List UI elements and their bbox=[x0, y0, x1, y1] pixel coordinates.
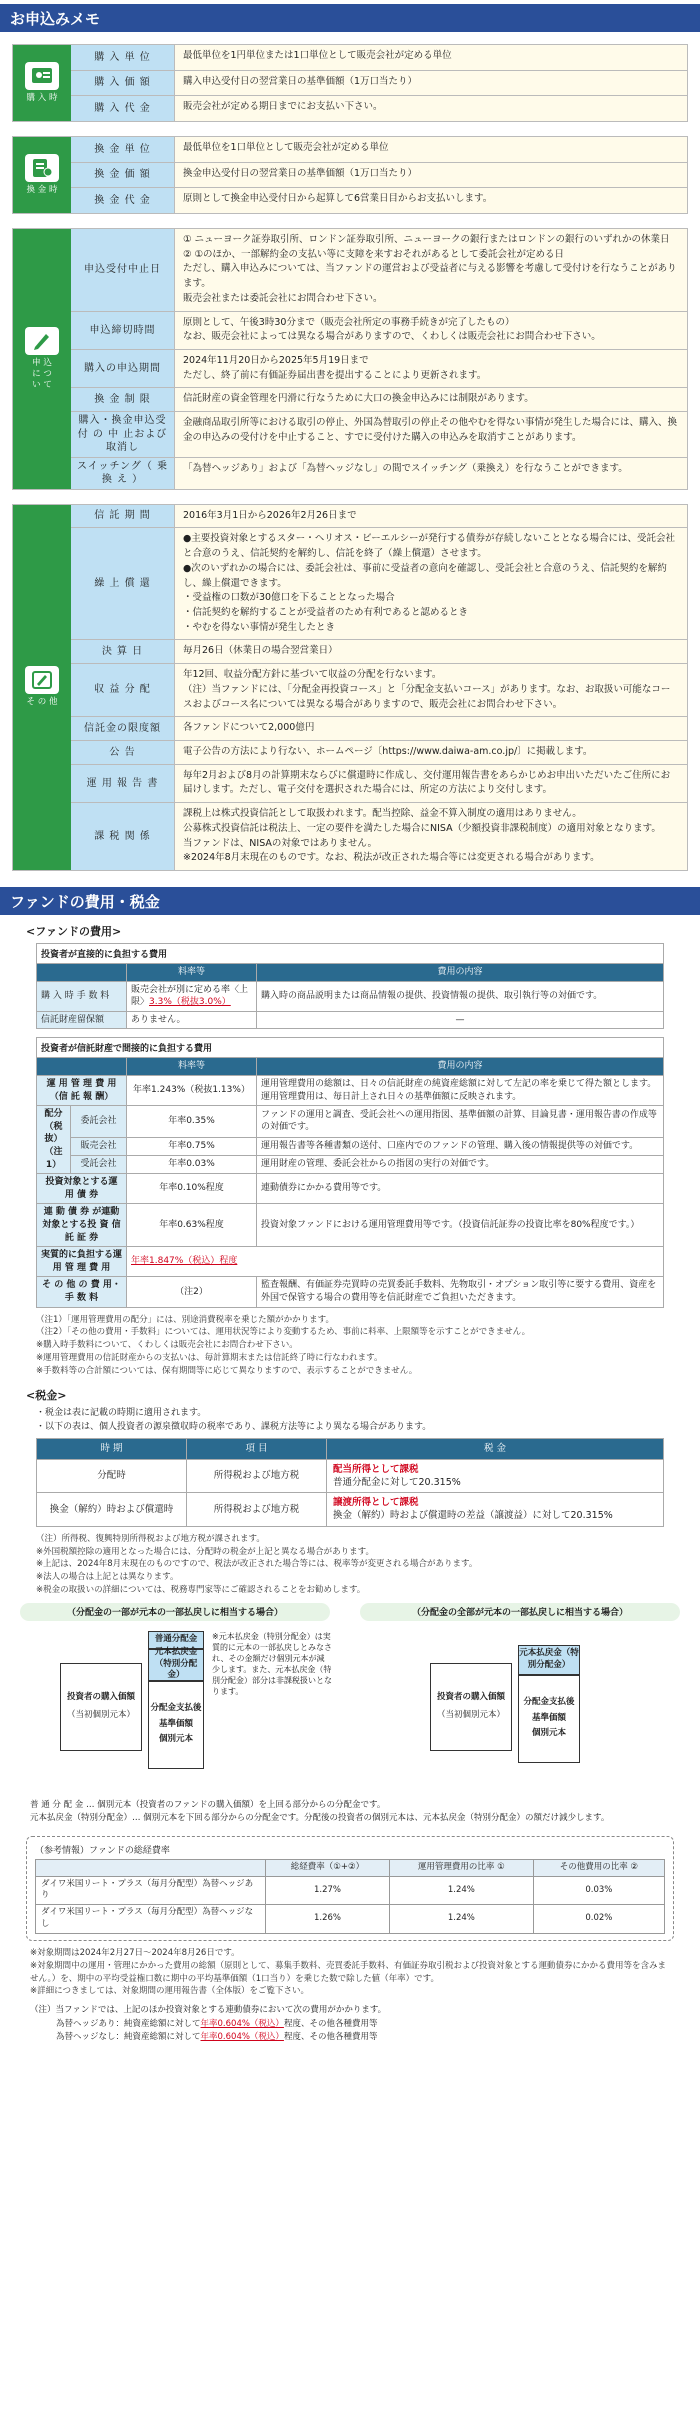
direct-col2: 費用の内容 bbox=[257, 964, 664, 982]
table-row bbox=[36, 1905, 665, 1934]
table-row bbox=[71, 162, 687, 188]
left-return-dist: 元本払戻金（特別分配金） bbox=[148, 1649, 204, 1681]
table-row bbox=[71, 764, 687, 802]
cost-notes bbox=[30, 1947, 670, 1998]
left-investor-price: 投資者の購入価額 bbox=[66, 1692, 135, 1703]
bond-fee-head: （注）当ファンドでは、上記のほか投資対象とする連動債券において次の費用がかかります。 bbox=[30, 2005, 387, 2016]
other-fees-rate: （注2） bbox=[127, 1277, 257, 1307]
other-icon-panel bbox=[13, 505, 71, 870]
row-label: 換 金 代 金 bbox=[71, 188, 175, 213]
note-line: ※外国税額控除の適用となった場合には、分配時の税金が上記と異なる場合があります。 bbox=[36, 1546, 374, 1557]
total-ratio: 1.26% bbox=[266, 1905, 390, 1934]
purchase-fee-content: 購入時の商品説明または商品情報の提供、投資情報の提供、取引執行等の対価です。 bbox=[257, 981, 664, 1011]
purchase-group bbox=[12, 44, 688, 122]
tax-detail: 換金（解約）時および償還時の差益（譲渡益）に対して20.315% bbox=[333, 1510, 613, 1522]
row-label: 申込締切時間 bbox=[71, 312, 175, 349]
cost-col-total: 総経費率（①+②） bbox=[266, 1859, 390, 1876]
table-row bbox=[37, 1204, 664, 1247]
fees-subtitle: <ファンドの費用> bbox=[26, 925, 122, 939]
split-distributor-label: 販売会社 bbox=[71, 1137, 127, 1155]
table-row bbox=[37, 1155, 664, 1173]
indirect-col1: 料率等 bbox=[127, 1058, 257, 1076]
redemption-icon-label: 換 金 時 bbox=[26, 184, 58, 195]
row-value: 販売会社が定める期日までにお支払い下さい。 bbox=[175, 96, 687, 121]
table-row bbox=[37, 981, 664, 1011]
right-return-dist: 元本払戻金（特別分配金） bbox=[518, 1645, 580, 1675]
split-label: 配分（税抜）（注1） bbox=[37, 1106, 71, 1174]
purchase-icon-label: 購 入 時 bbox=[26, 92, 58, 103]
note-line: ※対象期間は2024年2月27日〜2024年8月26日です。 bbox=[30, 1948, 240, 1959]
note-line: ※詳細につきましては、対象期間の運用報告書（全体版）をご覧下さい。 bbox=[30, 1986, 309, 1997]
direct-cost-table bbox=[36, 963, 664, 1029]
row-value: 原則として、午後3時30分まで（販売会社所定の事務手続きが完了したもの） なお、販売会社によっては異なる場合がありますので、くわしくは販売会社にお問合わせ下さい。 bbox=[175, 312, 687, 349]
mgmt-ratio: 1.24% bbox=[389, 1905, 533, 1934]
row-value: 2024年11月20日から2025年5月19日まで ただし、終了前に有価証券届出書を提出することにより更新されます。 bbox=[175, 350, 687, 387]
tax-item: 所得税および地方税 bbox=[187, 1459, 327, 1493]
row-value: 購入申込受付日の翌営業日の基準価額（1万口当たり） bbox=[175, 71, 687, 96]
table-row bbox=[71, 311, 687, 349]
left-nav: 基準価額 bbox=[158, 1718, 193, 1729]
table-row bbox=[71, 716, 687, 740]
mgmt-fee-content: 運用管理費用の総額は、日々の信託財産の純資産総額に対して左記の率を乗じて得た額とします。運用管理費用は、毎日計上され日々の基準価額に反映されます。 bbox=[257, 1076, 664, 1106]
table-row bbox=[71, 137, 687, 162]
redemption-icon bbox=[25, 154, 59, 182]
indirect-cost-table bbox=[36, 1057, 664, 1307]
row-label: 購 入 価 額 bbox=[71, 71, 175, 96]
target-bond-rate: 年率0.10%程度 bbox=[127, 1174, 257, 1204]
note-line: ・以下の表は、個人投資者の源泉徴収時の税率であり、課税方法等により異なる場合があります。 bbox=[36, 1421, 432, 1432]
split-consignor-label: 委託会社 bbox=[71, 1106, 127, 1137]
bond-fee-rate: 年率0.604%（税込） bbox=[200, 2018, 284, 2029]
row-label: 購入の申込期間 bbox=[71, 350, 175, 387]
memo-header bbox=[0, 4, 700, 32]
tax-col-period: 時 期 bbox=[37, 1439, 187, 1459]
right-after-dist: 分配金支払後 bbox=[523, 1697, 575, 1708]
tax-detail: 普通分配金に対して20.315% bbox=[333, 1476, 461, 1488]
row-value: 電子公告の方法により行ない、ホームページ〔https://www.daiwa-am.co.jp/〕に掲載します。 bbox=[175, 741, 687, 764]
row-value: 課税上は株式投資信託として取扱われます。配当控除、益金不算入制度の適用はありません。 公募株式投資信託は税法上、一定の要件を満たした場合にNISA（少額投資非課税制度）の適用対象となります。 当ファンドは、NISAの対象ではありません。 ※2024年8月末現在のものです。なお、税法が改正された場合等には変更される場合があります。 bbox=[175, 803, 687, 870]
other-group bbox=[12, 504, 688, 871]
fees-title: ファンドの費用・税金 bbox=[10, 892, 160, 911]
right-principal: 個別元本 bbox=[531, 1728, 566, 1739]
tax-item: 所得税および地方税 bbox=[187, 1493, 327, 1527]
note-line: ※手数料等の合計額については、保有期間等に応じて異なりますので、表示することができません。 bbox=[36, 1365, 418, 1376]
tax-col-tax: 税 金 bbox=[327, 1439, 664, 1459]
table-row bbox=[37, 1106, 664, 1137]
row-value: 毎月26日（休業日の場合翌営業日） bbox=[175, 640, 687, 663]
other-fees-content: 監査報酬、有価証券売買時の売買委託手数料、先物取引・オプション取引等に要する費用、資産を外国で保管する場合の費用等を信託財産でご負担いただきます。 bbox=[257, 1277, 664, 1307]
row-label: スイッチング（ 乗 換 え ） bbox=[71, 458, 175, 489]
table-row bbox=[37, 1277, 664, 1307]
table-row bbox=[71, 411, 687, 457]
distribution-definitions bbox=[30, 1799, 670, 1826]
left-ordinary-dist: 普通分配金 bbox=[148, 1631, 204, 1649]
row-label: 収 益 分 配 bbox=[71, 664, 175, 716]
pen-icon bbox=[25, 327, 59, 355]
tax-subtitle: <税金> bbox=[26, 1389, 67, 1403]
tax-type: 譲渡所得として課税 bbox=[333, 1497, 419, 1509]
split-consignor-content: ファンドの運用と調査、受託会社への運用指図、基準価額の計算、目論見書・運用報告書の作成等の対価です。 bbox=[257, 1106, 664, 1137]
row-value: 各ファンドについて2,000億円 bbox=[175, 717, 687, 740]
table-row bbox=[37, 1174, 664, 1204]
tax-period: 換金（解約）時および償還時 bbox=[37, 1493, 187, 1527]
row-value: 金融商品取引所等における取引の停止、外国為替取引の停止その他やむを得ない事情が発生した場合には、購入、換金の申込みの受付けを中止すること、すでに受付けた購入の申込みを取消すことがあります。 bbox=[175, 412, 687, 457]
table-row bbox=[71, 45, 687, 70]
left-principal: 個別元本 bbox=[158, 1734, 193, 1745]
row-label: 決 算 日 bbox=[71, 640, 175, 663]
cost-col-mgmt: 運用管理費用の比率 ① bbox=[389, 1859, 533, 1876]
row-value: 「為替ヘッジあり」および「為替ヘッジなし」の間でスイッチング（乗換え）を行なうことができます。 bbox=[175, 458, 687, 489]
distribution-diagram bbox=[0, 1603, 700, 1799]
row-label: 課 税 関 係 bbox=[71, 803, 175, 870]
table-row bbox=[71, 505, 687, 528]
real-mgmt-label: 実質的に負担する運 用 管 理 費 用 bbox=[37, 1247, 127, 1277]
split-distributor-rate: 年率0.75% bbox=[127, 1137, 257, 1155]
row-label: 購 入 単 位 bbox=[71, 45, 175, 70]
fund-name: ダイワ米国リート・プラス（毎月分配型）為替ヘッジなし bbox=[36, 1905, 266, 1934]
cost-ratio-caption: （参考情報）ファンドの総経費率 bbox=[35, 1845, 170, 1856]
purchase-icon-panel bbox=[13, 45, 71, 121]
split-consignor-rate: 年率0.35% bbox=[127, 1106, 257, 1137]
row-value: 最低単位を1円単位または1口単位として販売会社が定める単位 bbox=[175, 45, 687, 70]
trust-reserve-rate: ありません。 bbox=[127, 1011, 257, 1029]
purchase-fee-max: 3.3%（税抜3.0%） bbox=[149, 997, 231, 1008]
other-ratio: 0.03% bbox=[533, 1876, 664, 1905]
cost-ratio-box bbox=[26, 1836, 674, 1941]
mgmt-ratio: 1.24% bbox=[389, 1876, 533, 1905]
linked-fund-label: 連 動 債 券 が連動対象とする投 資 信 託 証 券 bbox=[37, 1204, 127, 1247]
table-row bbox=[37, 1247, 664, 1277]
purchase-rows bbox=[71, 45, 687, 121]
fee-notes bbox=[36, 1314, 664, 1378]
other-fees-label: そ の 他 の 費 用・手 数 料 bbox=[37, 1277, 127, 1307]
tax-table bbox=[36, 1438, 664, 1526]
row-label: 換 金 単 位 bbox=[71, 137, 175, 162]
application-group bbox=[12, 228, 688, 490]
note-line: ※運用管理費用の信託財産からの支払いは、毎計算期末または信託終了時に行なわれます。 bbox=[36, 1352, 383, 1363]
row-value: 毎年2月および8月の計算期末ならびに償還時に作成し、交付運用報告書をあらかじめお申出いただいたご住所にお届けします。ただし、電子交付を選択された場合には、所定の方法により交付します。 bbox=[175, 765, 687, 802]
table-row bbox=[37, 1011, 664, 1029]
row-value: 年12回、収益分配方針に基づいて収益の分配を行ないます。 （注）当ファンドには、「分配金再投資コース」と「分配金支払いコース」があります。なお、お取扱い可能なコースおよびコース名については異なる場合がありますので、販売会社にお問合わせ下さい。 bbox=[175, 664, 687, 716]
table-row bbox=[71, 349, 687, 387]
mgmt-fee-label: 運 用 管 理 費 用（信 託 報 酬） bbox=[37, 1076, 127, 1106]
mgmt-fee-rate: 年率1.243%（税抜1.13%） bbox=[127, 1076, 257, 1106]
row-value: 原則として換金申込受付日から起算して6営業日目からお支払いします。 bbox=[175, 188, 687, 213]
split-trustee-label: 受託会社 bbox=[71, 1155, 127, 1173]
table-row bbox=[71, 527, 687, 639]
row-value: 換金申込受付日の翌営業日の基準価額（1万口当たり） bbox=[175, 163, 687, 188]
note-line: （注2）「その他の費用・手数料」については、運用状況等により変動するため、事前に料率、上限額等を示すことができません。 bbox=[36, 1327, 531, 1338]
other-icon-label: そ の 他 bbox=[26, 697, 58, 708]
total-ratio: 1.27% bbox=[266, 1876, 390, 1905]
note-line: ※上記は、2024年8月末現在のものですので、税法が改正された場合等には、税率等が変更される場合があります。 bbox=[36, 1559, 478, 1570]
redemption-rows bbox=[71, 137, 687, 213]
redemption-group bbox=[12, 136, 688, 214]
row-value: 最低単位を1口単位として販売会社が定める単位 bbox=[175, 137, 687, 162]
pencil-icon bbox=[25, 666, 59, 694]
other-rows bbox=[71, 505, 687, 870]
indirect-col2: 費用の内容 bbox=[257, 1058, 664, 1076]
direct-cost-block bbox=[36, 943, 664, 1307]
trust-reserve-content: — bbox=[257, 1011, 664, 1029]
table-row bbox=[71, 387, 687, 411]
row-label: 信 託 期 間 bbox=[71, 505, 175, 528]
target-bond-content: 連動債券にかかる費用等です。 bbox=[257, 1174, 664, 1204]
row-label: 換 金 制 限 bbox=[71, 388, 175, 411]
table-row bbox=[71, 70, 687, 96]
indirect-caption: 投資者が信託財産で間接的に負担する費用 bbox=[36, 1037, 664, 1057]
table-row bbox=[37, 1459, 664, 1493]
other-ratio: 0.02% bbox=[533, 1905, 664, 1934]
table-row bbox=[36, 1876, 665, 1905]
row-label: 繰 上 償 還 bbox=[71, 528, 175, 639]
table-row bbox=[71, 740, 687, 764]
return-definition: 元本払戻金（特別分配金）… 個別元本を下回る部分からの分配金です。分配後の投資者の個別元本は、元本払戻金（特別分配金）の額だけ減少します。 bbox=[30, 1813, 610, 1824]
right-investor-price: 投資者の購入価額 bbox=[436, 1692, 505, 1703]
purchase-fee-label: 購 入 時 手 数 料 bbox=[37, 981, 127, 1011]
real-mgmt-rate: 年率1.847%（税込）程度 bbox=[127, 1247, 664, 1277]
purchase-fee-rate: 販売会社が別に定める率〈上限〉 bbox=[131, 984, 249, 1008]
ordinary-definition: 普 通 分 配 金 … 個別元本（投資者のファンドの購入価額）を上回る部分からの分配金です。 bbox=[30, 1799, 386, 1810]
application-rows bbox=[71, 229, 687, 489]
trust-reserve-label: 信託財産留保額 bbox=[37, 1011, 127, 1029]
note-line: ・税金は表に記載の時期に適用されます。 bbox=[36, 1408, 207, 1419]
note-line: （注1）「運用管理費用の配分」には、別途消費税率を乗じた額がかかります。 bbox=[36, 1314, 334, 1325]
tax-notes bbox=[36, 1533, 664, 1597]
purchase-icon bbox=[25, 62, 59, 90]
row-label: 購 入 代 金 bbox=[71, 96, 175, 121]
linked-fund-rate: 年率0.63%程度 bbox=[127, 1204, 257, 1247]
right-nav: 基準価額 bbox=[531, 1712, 566, 1723]
table-row bbox=[71, 663, 687, 716]
redemption-icon-panel bbox=[13, 137, 71, 213]
return-note: ※元本払戻金（特別分配金）は実質的に元本の一部払戻しとみなされ、その金額だけ個別元本が減少します。また、元本払戻金（特別分配金）部分は非課税扱いとなります。 bbox=[212, 1631, 332, 1697]
direct-col1: 料率等 bbox=[127, 964, 257, 982]
fund-name: ダイワ米国リート・プラス（毎月分配型）為替ヘッジあり bbox=[36, 1876, 266, 1905]
direct-caption: 投資者が直接的に負担する費用 bbox=[36, 943, 664, 963]
table-row bbox=[71, 95, 687, 121]
tax-intro bbox=[36, 1407, 664, 1434]
partial-return-title: （分配金の一部が元本の一部払戻しに相当する場合） bbox=[20, 1603, 330, 1621]
left-initial-principal: （当初個別元本） bbox=[66, 1709, 135, 1720]
bond-fee-rate: 年率0.604%（税込） bbox=[200, 2032, 284, 2043]
bond-fee-note: （注）当ファンドでは、上記のほか投資対象とする連動債券において次の費用がかかります。 為替ヘッジあり：純資産総額に対して年率0.604%（税込）程度、その他各種費用等 為替ヘッジなし：純資産総額に対して年率0.604%（税込）程度、その他各種費用等 bbox=[30, 2004, 670, 2045]
note-line: ※税金の取扱いの詳細については、税務専門家等にご確認されることをお勧めします。 bbox=[36, 1584, 366, 1595]
fees-header bbox=[0, 887, 700, 915]
row-label: 運 用 報 告 書 bbox=[71, 765, 175, 802]
table-row bbox=[71, 187, 687, 213]
linked-fund-content: 投資対象ファンドにおける運用管理費用等です。（投資信託証券の投資比率を80%程度です。） bbox=[257, 1204, 664, 1247]
row-label: 公 告 bbox=[71, 741, 175, 764]
table-row bbox=[37, 1076, 664, 1106]
tax-type: 配当所得として課税 bbox=[333, 1463, 419, 1475]
row-value: ●主要投資対象とするスター・ヘリオス・ビーエルシーが発行する債券が存続しないこととなる場合には、受託会社と合意のうえ、信託契約を解約し、信託を終了（繰上償還）させます。 ●次のいずれかの場合には、委託会社は、事前に受益者の意向を確認し、受託会社と合意のうえ、信託契約を解約し、繰上償還できます。 ・受益権の口数が30億口を下ることとなった場合 ・信託契約を解約することが受益者のため有利であると認めるとき ・やむを得ない事情が発生したとき bbox=[175, 528, 687, 639]
tax-col-item: 項 目 bbox=[187, 1439, 327, 1459]
row-value: 2016年3月1日から2026年2月26日まで bbox=[175, 505, 687, 528]
table-row bbox=[37, 1493, 664, 1527]
tax-period: 分配時 bbox=[37, 1459, 187, 1493]
table-row bbox=[71, 802, 687, 870]
table-row bbox=[71, 457, 687, 489]
split-distributor-content: 運用報告書等各種書類の送付、口座内でのファンドの管理、購入後の情報提供等の対価です。 bbox=[257, 1137, 664, 1155]
full-return-title: （分配金の全部が元本の一部払戻しに相当する場合） bbox=[360, 1603, 680, 1621]
target-bond-label: 投資対象とする運 用 債 券 bbox=[37, 1174, 127, 1204]
memo-title: お申込みメモ bbox=[10, 9, 101, 28]
row-label: 換 金 価 額 bbox=[71, 163, 175, 188]
cost-ratio-table bbox=[35, 1859, 665, 1934]
split-trustee-content: 運用財産の管理、委託会社からの指図の実行の対価です。 bbox=[257, 1155, 664, 1173]
right-initial-principal: （当初個別元本） bbox=[436, 1709, 505, 1720]
row-value: ① ニューヨーク証券取引所、ロンドン証券取引所、ニューヨークの銀行またはロンドンの銀行のいずれかの休業日 ② ①のほか、一部解約金の支払い等に支障を来すおそれがあるとして委託会社が定める日 ただし、購入申込みについては、当ファンドの運営および受益者に与える影響を考慮して受付けを行なうことがあります。 販売会社または委託会社にお問合わせ下さい。 bbox=[175, 229, 687, 311]
note-line: ※購入時手数料について、くわしくは販売会社にお問合わせ下さい。 bbox=[36, 1340, 298, 1351]
table-row bbox=[37, 1137, 664, 1155]
row-label: 申込受付中止日 bbox=[71, 229, 175, 311]
application-icon-label: 申 込 に つ い て bbox=[32, 357, 52, 390]
note-line: ※対象期間中の運用・管理にかかった費用の総額（原則として、募集手数料、売買委託手数料、有価証券取引税および投資対象とする運動債券にかかる費用等を含みません。）を、期中の平均受益権口数に期中の平均基準価額（1口当り）を乗じた数で除した値（年率）です。 bbox=[30, 1960, 666, 1984]
row-value: 信託財産の資金管理を円滑に行なうために大口の換金申込みには制限があります。 bbox=[175, 388, 687, 411]
application-icon-panel bbox=[13, 229, 71, 489]
row-label: 購入・換金申込受 付 の 中 止および取消し bbox=[71, 412, 175, 457]
table-row bbox=[71, 639, 687, 663]
split-trustee-rate: 年率0.03% bbox=[127, 1155, 257, 1173]
table-row bbox=[71, 229, 687, 311]
note-line: ※法人の場合は上記とは異なります。 bbox=[36, 1572, 179, 1583]
note-line: （注）所得税、復興特別所得税および地方税が課されます。 bbox=[36, 1533, 265, 1544]
row-label: 信託金の限度額 bbox=[71, 717, 175, 740]
cost-col-other: その他費用の比率 ② bbox=[533, 1859, 664, 1876]
left-after-dist: 分配金支払後 bbox=[150, 1703, 202, 1714]
